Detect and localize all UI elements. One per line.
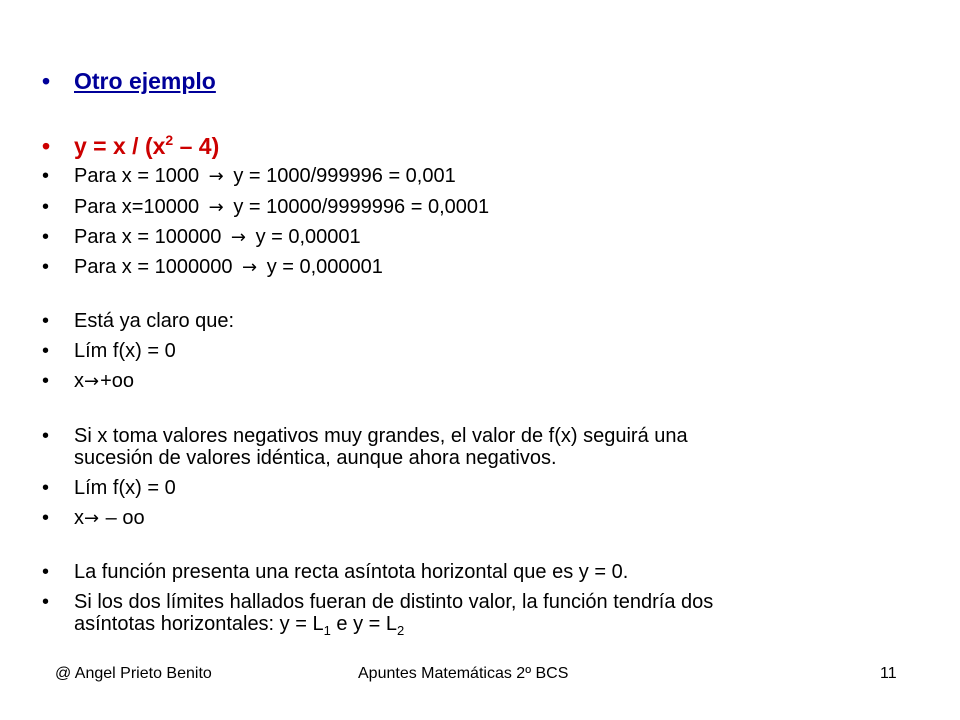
equation-suffix: – 4): [173, 133, 220, 159]
evaluation-left: Para x = 100000: [74, 226, 222, 248]
two-limits-line-1: Si los dos límites hallados fueran de distinto valor, la función tendría dos: [74, 591, 714, 613]
asymptote-text: La función presenta una recta asíntota horizontal que es y = 0.: [74, 561, 629, 583]
limit-expression: Lím f(x) = 0: [74, 340, 176, 362]
bullet: •: [42, 226, 50, 248]
bullet: •: [42, 133, 51, 159]
bullet: •: [42, 425, 50, 447]
arrow-icon: →: [242, 257, 258, 278]
two-limits-mid: e y = L: [330, 613, 397, 635]
bullet: •: [42, 196, 50, 218]
limit-target: +oo: [100, 370, 135, 392]
bullet: •: [42, 165, 50, 187]
arrow-icon: →: [208, 197, 224, 218]
subscript-2: 2: [396, 623, 405, 638]
evaluation-left: Para x=10000: [74, 196, 200, 218]
footer-course: Apuntes Matemáticas 2º BCS: [358, 665, 569, 682]
subscript-1: 1: [323, 623, 331, 638]
negative-note-line-2: sucesión de valores idéntica, aunque ahora negativos.: [74, 447, 557, 469]
limit-target: – oo: [100, 507, 145, 529]
bullet: •: [42, 340, 50, 362]
bullet: •: [42, 507, 50, 529]
negative-note-line-1: Si x toma valores negativos muy grandes, el valor de f(x) seguirá una: [74, 425, 688, 447]
slide-title: Otro ejemplo: [74, 68, 216, 94]
limit-variable: x: [74, 507, 84, 529]
arrow-icon: →: [208, 166, 224, 187]
bullet: •: [42, 591, 50, 613]
bullet: •: [42, 310, 50, 332]
evaluation-right: y = 10000/9999996 = 0,0001: [233, 196, 490, 218]
two-limits-line-2: [74, 613, 914, 638]
limit-expression: Lím f(x) = 0: [74, 477, 176, 499]
two-limits-prefix: asíntotas horizontales: y = L: [74, 613, 324, 635]
evaluation-right: y = 0,00001: [255, 226, 361, 248]
conclusion-text: Está ya claro que:: [74, 310, 235, 332]
equation-exponent: 2: [165, 132, 174, 148]
footer-author: @ Angel Prieto Benito: [55, 665, 212, 682]
arrow-icon: →: [84, 508, 100, 529]
arrow-icon: →: [84, 371, 100, 392]
bullet: •: [42, 256, 50, 278]
bullet: •: [42, 477, 50, 499]
evaluation-right: y = 0,000001: [266, 256, 383, 278]
evaluation-left: Para x = 1000: [74, 165, 200, 187]
evaluation-right: y = 1000/999996 = 0,001: [233, 165, 456, 187]
equation: [74, 133, 914, 159]
bullet: •: [42, 370, 50, 392]
equation-prefix: y = x / (x: [74, 133, 166, 159]
evaluation-left: Para x = 1000000: [74, 256, 233, 278]
footer-page-number: 11: [880, 665, 897, 682]
arrow-icon: →: [230, 227, 246, 248]
limit-variable: x: [74, 370, 84, 392]
bullet: •: [42, 561, 50, 583]
bullet: •: [42, 68, 51, 94]
